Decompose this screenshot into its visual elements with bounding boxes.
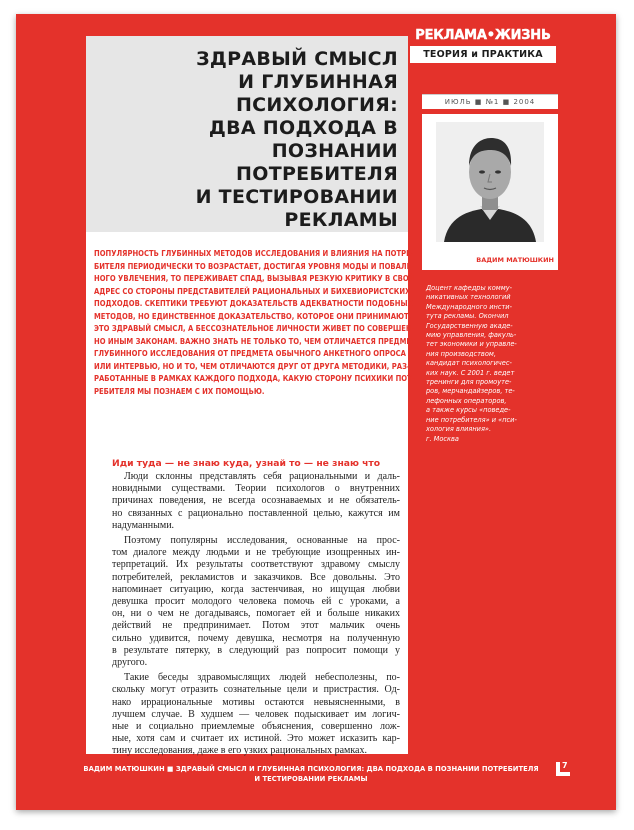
body-line: но связанных с рационально поставленной целью, кажутся им — [112, 507, 400, 519]
body-line: надуманными. — [112, 519, 175, 531]
body-paragraph — [112, 535, 400, 669]
body-line: лучшем случае. В худшем — человек подыскивает им логич- — [112, 708, 400, 720]
lead-line: ГЛУБИННОГО ИССЛЕДОВАНИЯ ОТ ПРЕДМЕТА ОБЫЧНОГО АНКЕТНОГО ОПРОСА — [94, 349, 406, 358]
article-body — [112, 471, 400, 761]
body-line: тину исследования, даже в его узких рациональных рамках. — [112, 745, 367, 757]
main-article-area — [86, 36, 421, 757]
body-line: Поэтому популярны исследования, основанные на прос- — [124, 535, 400, 547]
author-bio — [426, 284, 552, 444]
lead-line: НОГО УВЛЕЧЕНИЯ, ТО ПЕРЕЖИВАЕТ СПАД, ВЫЗЫВАЯ РЕЗКУЮ КРИТИКУ В СВОЙ — [94, 274, 415, 283]
lead-line: МЕТОДОВ, НО ЕДИНСТВЕННОЕ ДОКАЗАТЕЛЬСТВО, КОТОРОЕ ОНИ ПРИНИМАЮТ, — — [94, 311, 421, 321]
body-line: Такие беседы здравомыслящих людей небесполезны, по- — [124, 672, 400, 684]
lead-line: ПОПУЛЯРНОСТЬ ГЛУБИННЫХ МЕТОДОВ ИССЛЕДОВАНИЯ И ВЛИЯНИЯ НА ПОТРЕ- — [94, 249, 414, 258]
title-line: ПОТРЕБИТЕЛЯ — [236, 163, 398, 185]
lead-line: АДРЕС СО СТОРОНЫ ПРЕДСТАВИТЕЛЕЙ РАЦИОНАЛЬНЫХ И БИХЕВИОРИСТСКИХ — [94, 286, 411, 296]
title-line: ДВА ПОДХОДА В ПОЗНАНИИ — [208, 117, 398, 162]
body-line: новидными существами. Теории психологов о внутренних — [112, 483, 400, 495]
article-title — [98, 48, 398, 232]
logo-wordmark: РЕКЛАМА•ЖИЗНЬ — [415, 28, 551, 43]
body-line: нако иррациональные мотивы остаются невыясненными, в — [112, 696, 400, 708]
lead-line: РЕБИТЕЛЯ МЫ ПОЗНАЕМ С ИХ ПОМОЩЬЮ. — [94, 386, 265, 396]
footer-line: ВАДИМ МАТЮШКИН ■ ЗДРАВЫЙ СМЫСЛ И ГЛУБИННАЯ ПСИХОЛОГИЯ: ДВА ПОДХОДА В ПОЗНАНИИ ПОТРЕБИТЕЛЯ — [83, 765, 539, 773]
bio-line: тута рекламы. Окончил — [426, 312, 509, 321]
bio-line: тренинги для промоуте- — [426, 378, 512, 387]
body-paragraph — [112, 471, 400, 532]
bio-line: ние потребителя» и «пси- — [426, 415, 517, 424]
body-line: ные, хотя сам и считает их истиной. Это может исказить кар- — [112, 733, 400, 745]
body-line: том диалоге между людьми и не требующие изощренных ин- — [112, 547, 400, 559]
bio-line: ров, мерчандайзеров, те- — [426, 387, 515, 396]
page-footer — [16, 764, 616, 804]
issue-info: ИЮЛЬ ■ №1 ■ 2004 — [422, 94, 558, 109]
body-line: он, ни о чем не догадываясь, помогает ей и больше никаких — [112, 608, 400, 620]
magazine-logo — [410, 28, 556, 68]
title-line: И ГЛУБИННАЯ ПСИХОЛОГИЯ: — [235, 71, 398, 116]
body-line: в результате пятерку, в следующий раз попросит помощи у — [112, 644, 400, 656]
title-line: И ТЕСТИРОВАНИИ РЕКЛАМЫ — [195, 186, 398, 231]
bio-line: никативных технологий — [426, 293, 511, 302]
body-line: потребителей, рекламистов и заказчиков. Все довольны. Это — [112, 571, 400, 583]
bio-line: ких наук. С 2001 г. ведет — [426, 368, 515, 377]
page-number — [556, 762, 572, 776]
body-line: сильно удивится, почему девушка, несмотря на полученную — [112, 632, 400, 644]
bio-line: а также курсы «поведе- — [426, 406, 511, 415]
body-line: другого. — [112, 657, 148, 669]
logo-section-label: ТЕОРИЯ и ПРАКТИКА — [410, 46, 556, 63]
bio-line: Государственную акаде- — [426, 321, 513, 330]
bio-line: г. Москва — [426, 434, 459, 443]
bio-line: Международного инсти- — [426, 302, 512, 311]
lead-line: БИТЕЛЯ ПЕРИОДИЧЕСКИ ТО ВОЗРАСТАЕТ, ДОСТИГАЯ УРОВНЯ МОДЫ И ПОВАЛЬ- — [94, 261, 415, 271]
body-line: напоминает ситуацию, когда застенчивая, но ищущая любви — [112, 583, 400, 595]
bio-line: Доцент кафедры комму- — [426, 284, 512, 292]
body-line: девушка просит молодого человека помочь ей с уроками, а — [112, 596, 400, 608]
magazine-page — [16, 14, 616, 810]
body-paragraph — [112, 672, 400, 757]
body-line: действий не предпринимает. Потом этот мальчик очень — [112, 620, 400, 632]
body-line: скольку могут отразить сознательные цели и пристрастия. Од- — [112, 684, 400, 696]
author-portrait-icon — [436, 122, 544, 242]
bio-line: лефонных операторов, — [426, 396, 507, 405]
body-line: терпретаций. Их результаты соответствуют здравому смыслу — [112, 559, 400, 571]
lead-line: ПОДХОДОВ. СКЕПТИКИ ТРЕБУЮТ ДОКАЗАТЕЛЬСТВ АДЕКВАТНОСТИ ПОДОБНЫХ — [94, 299, 413, 308]
bio-line: хология влияния». — [426, 425, 492, 434]
body-line: Люди склонны представлять себя рациональными и даль- — [124, 471, 400, 482]
bio-line: мию управления, факуль- — [426, 331, 517, 340]
bio-line: кандидат психологичес- — [426, 359, 512, 368]
lead-line: ИЛИ ИНТЕРВЬЮ, НО И ТО, ЧЕМ ОТЛИЧАЮТСЯ ДРУГ ОТ ДРУГА МЕТОДИКИ, РАЗ- — [94, 361, 410, 371]
bio-line: ния производством, — [426, 349, 496, 358]
lead-paragraph — [94, 248, 421, 398]
bio-line: тет экономики и управле- — [426, 340, 517, 349]
body-line: ные и социально приемлемые объяснения, совершенно лож- — [112, 721, 400, 733]
section-subheading: Иди туда — не знаю куда, узнай то — не знаю что — [112, 458, 381, 469]
page-corner-icon — [556, 772, 570, 776]
lead-line: РАБОТАННЫЕ В РАМКАХ КАЖДОГО ПОДХОДА, КАКУЮ СТОРОНУ ПСИХИКИ ПОТ- — [94, 374, 415, 383]
body-line: причинах поведения, не всегда осознаваемых и не обязатель- — [112, 495, 400, 507]
lead-line: НО ИНЫМ ЗАКОНАМ. ВАЖНО ЗНАТЬ НЕ ТОЛЬКО ТО, ЧЕМ ОТЛИЧАЕТСЯ ПРЕДМЕТ — [94, 336, 416, 346]
author-name: ВАДИМ МАТЮШКИН — [476, 256, 554, 264]
title-line: ЗДРАВЫЙ СМЫСЛ — [196, 48, 398, 70]
footer-line: И ТЕСТИРОВАНИИ РЕКЛАМЫ — [254, 775, 368, 783]
lead-line: ЭТО ЗДРАВЫЙ СМЫСЛ, А БЕССОЗНАТЕЛЬНОЕ ЛИЧНОСТИ ЖИВЕТ ПО СОВЕРШЕН- — [94, 324, 415, 333]
page-number-text: 7 — [562, 761, 568, 770]
author-photo-box — [422, 114, 558, 270]
